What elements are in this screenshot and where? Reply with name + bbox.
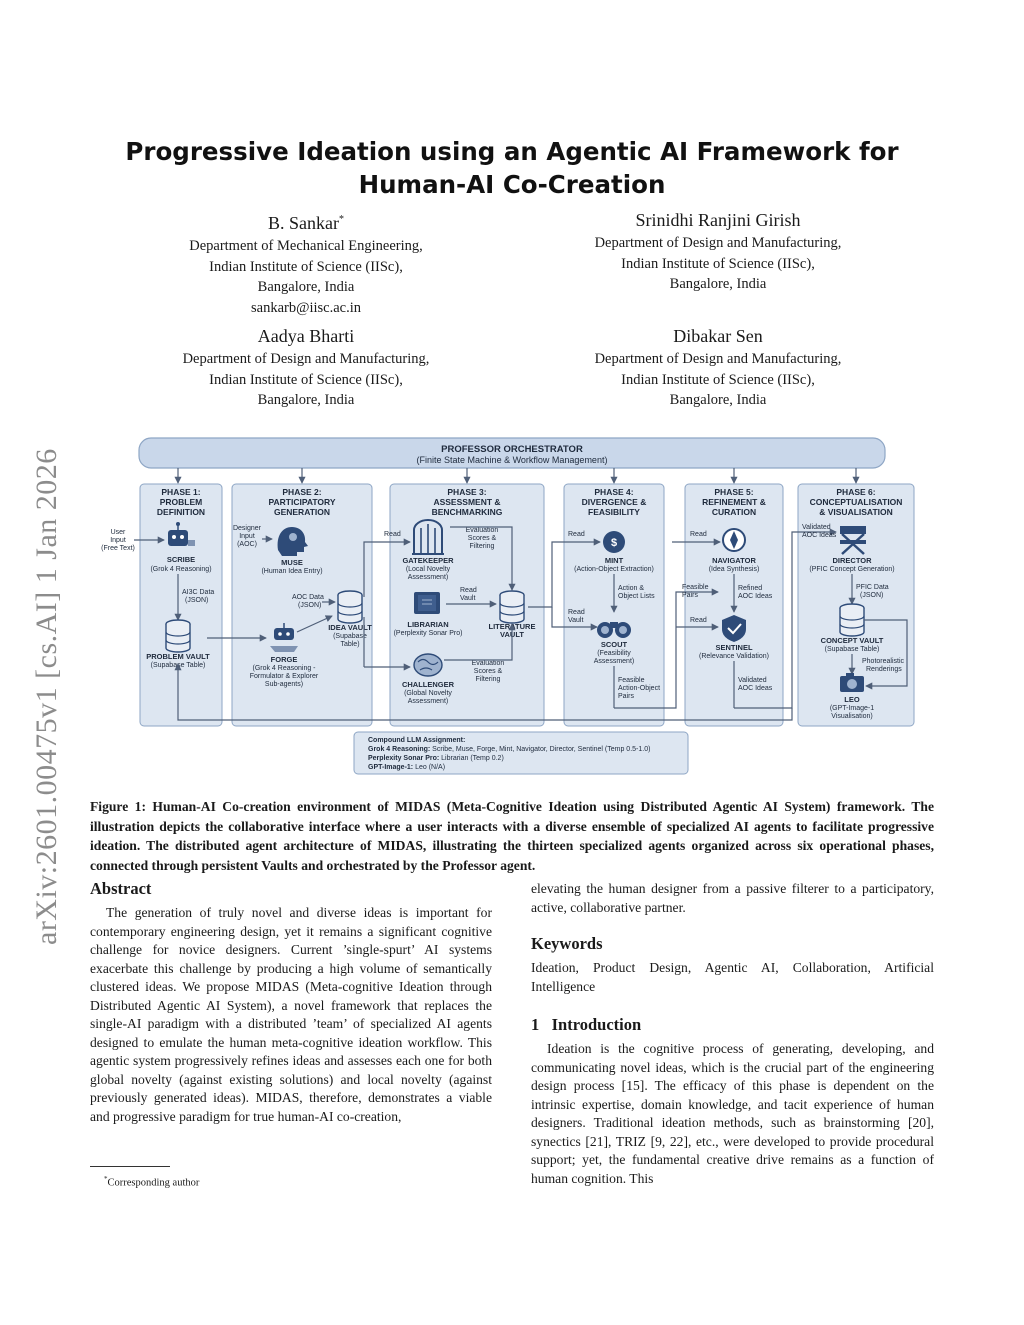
concept-vault-icon: [840, 604, 864, 636]
author-affiliation: Indian Institute of Science (IISc),: [621, 371, 815, 388]
agent-forge-name: FORGE: [270, 655, 298, 664]
footnote-rule: [90, 1166, 170, 1167]
author-name: Srinidhi Ranjini Girish: [635, 210, 801, 230]
svg-text:IDEA VAULT: IDEA VAULT: [328, 623, 372, 632]
svg-text:FEASIBILITY: FEASIBILITY: [588, 507, 640, 517]
svg-text:Grok 4 Reasoning: Scribe, Muse: Grok 4 Reasoning: Scribe, Muse, Forge, Mint, Navigator, Director, Sentinel (Temp 0.5-1.0): [368, 746, 651, 753]
svg-text:(PFIC Concept Generation): (PFIC Concept Generation): [809, 566, 895, 573]
svg-text:(Global Novelty: (Global Novelty: [404, 690, 452, 697]
author-block-3: [126, 324, 486, 411]
idea-vault-icon: [338, 591, 362, 623]
svg-text:AOC Ideas: AOC Ideas: [802, 532, 837, 539]
svg-text:AOC Data: AOC Data: [292, 594, 324, 601]
mint-coin-icon: [603, 531, 625, 553]
svg-text:Scores &: Scores &: [467, 535, 497, 542]
svg-text:PHASE 1:: PHASE 1:: [161, 487, 201, 497]
agent-scribe-name: SCRIBE: [166, 555, 196, 564]
agent-director-name: DIRECTOR: [832, 556, 872, 565]
svg-text:(Idea Synthesis): (Idea Synthesis): [708, 566, 760, 573]
agent-sentinel-name: SENTINEL: [715, 643, 753, 652]
brain-icon: [414, 654, 442, 676]
author-block-1: [126, 208, 486, 318]
svg-text:(GPT-Image-1: (GPT-Image-1: [829, 705, 875, 712]
right-column: [531, 880, 934, 1188]
author-name: B. Sankar*: [268, 213, 344, 233]
agent-navigator-name: NAVIGATOR: [712, 556, 756, 565]
svg-text:Vault: Vault: [568, 617, 584, 624]
svg-text:User: User: [110, 529, 126, 536]
svg-text:LITERATURE: LITERATURE: [488, 622, 536, 631]
phase-1-panel: [140, 484, 222, 726]
svg-text:REFINEMENT &: REFINEMENT &: [702, 497, 766, 507]
author-name: Aadya Bharti: [257, 326, 355, 346]
svg-text:VAULT: VAULT: [500, 630, 524, 639]
svg-text:PHASE 3:: PHASE 3:: [447, 487, 487, 497]
svg-text:BENCHMARKING: BENCHMARKING: [431, 507, 503, 517]
author-affiliation: Bangalore, India: [669, 392, 767, 408]
svg-text:(Supabase Table): (Supabase Table): [824, 646, 880, 653]
author-affiliation: Indian Institute of Science (IISc),: [209, 258, 403, 275]
svg-text:Table): Table): [340, 641, 360, 648]
svg-text:Read: Read: [690, 531, 707, 538]
agent-gatekeeper-name: GATEKEEPER: [402, 556, 454, 565]
svg-text:Object Lists: Object Lists: [618, 593, 655, 600]
svg-text:Assessment): Assessment): [407, 574, 449, 581]
svg-text:Scores &: Scores &: [473, 668, 503, 675]
svg-text:Validated: Validated: [738, 677, 767, 684]
svg-text:GPT-Image-1: Leo (N/A): GPT-Image-1: Leo (N/A): [368, 764, 446, 771]
problem-vault-icon: [166, 620, 190, 652]
svg-text:& VISUALISATION: & VISUALISATION: [819, 507, 893, 517]
svg-text:Evaluation: Evaluation: [471, 660, 505, 667]
author-affiliation: Indian Institute of Science (IISc),: [209, 371, 403, 388]
svg-text:GENERATION: GENERATION: [273, 507, 331, 517]
author-block-4: [538, 324, 898, 411]
svg-text:Pairs: Pairs: [618, 693, 634, 700]
author-affiliation: Department of Mechanical Engineering,: [189, 238, 423, 254]
svg-text:Formulator & Explorer: Formulator & Explorer: [249, 673, 319, 680]
figure-caption: [90, 797, 934, 875]
author-email[interactable]: sankarb@iisc.ac.in: [251, 299, 361, 316]
svg-text:Renderings: Renderings: [866, 666, 902, 673]
svg-text:Visualisation): Visualisation): [831, 713, 873, 720]
author-block-2: [538, 208, 898, 295]
svg-text:Assessment): Assessment): [407, 698, 449, 705]
paper-title: [90, 135, 934, 201]
svg-text:Filtering: Filtering: [475, 676, 501, 683]
author-affiliation: Bangalore, India: [669, 276, 767, 292]
svg-text:Assessment): Assessment): [593, 658, 635, 665]
svg-text:Action &: Action &: [618, 585, 645, 592]
svg-text:(Human Idea Entry): (Human Idea Entry): [261, 568, 323, 575]
svg-text:(Local Novelty: (Local Novelty: [405, 566, 451, 573]
svg-text:Sub-agents): Sub-agents): [264, 681, 304, 688]
svg-text:(Free Text): (Free Text): [101, 545, 135, 552]
abstract-continuation: elevating the human designer from a passive filterer to a participatory, active, collaborative partner.: [531, 881, 934, 915]
svg-text:Input: Input: [110, 537, 126, 544]
svg-text:PHASE 2:: PHASE 2:: [282, 487, 322, 497]
arxiv-identifier: arXiv:2601.00475v1 [cs.AI] 1 Jan 2026: [30, 448, 63, 945]
svg-text:Perplexity Sonar Pro: Libraria: Perplexity Sonar Pro: Librarian (Temp 0.2): [368, 755, 504, 762]
svg-text:Read: Read: [460, 587, 477, 594]
literature-vault-icon: [500, 591, 524, 623]
svg-text:(Supabase Table): (Supabase Table): [150, 662, 206, 669]
author-affiliation: Bangalore, India: [257, 279, 355, 295]
svg-text:(JSON): (JSON): [860, 592, 884, 599]
svg-text:CONCEPTUALISATION: CONCEPTUALISATION: [809, 497, 903, 507]
orchestrator-subtitle: (Finite State Machine & Workflow Management): [416, 455, 608, 465]
agent-muse-name: MUSE: [281, 558, 303, 567]
svg-text:(JSON): (JSON): [185, 597, 209, 604]
svg-text:ASSESSMENT &: ASSESSMENT &: [433, 497, 501, 507]
svg-text:Read: Read: [568, 609, 585, 616]
svg-text:CURATION: CURATION: [711, 507, 757, 517]
svg-text:(Feasibility: (Feasibility: [597, 650, 631, 657]
svg-text:Read: Read: [568, 531, 585, 538]
author-affiliation: Department of Design and Manufacturing,: [182, 351, 430, 367]
caption-text: Human-AI Co-creation environment of MIDAS (Meta-Cognitive Ideation using Distributed Agentic AI System) framework. The illustration depicts the collaborative interface where a user interacts with a diverse ensemble of specialized AI agents to facilitate progressive ideation. The distributed agent architecture of MIDAS, illustrating the thirteen specialized agents organized across six operational phases, connected through persistent Vaults and orchestrated by the Professor agent.: [90, 799, 934, 873]
svg-text:(Relevance Validation): (Relevance Validation): [699, 653, 769, 660]
author-affiliation: Indian Institute of Science (IISc),: [621, 255, 815, 272]
svg-text:Photorealistic: Photorealistic: [862, 658, 905, 665]
agent-scout-name: SCOUT: [600, 640, 628, 649]
orchestrator-title: PROFESSOR ORCHESTRATOR: [441, 444, 583, 455]
svg-text:(Action-Object Extraction): (Action-Object Extraction): [574, 566, 654, 573]
svg-text:(AOC): (AOC): [237, 541, 257, 548]
svg-text:PHASE 6:: PHASE 6:: [836, 487, 876, 497]
svg-text:Compound LLM Assignment:: Compound LLM Assignment:: [368, 737, 466, 744]
book-icon: [414, 592, 440, 614]
svg-text:PROBLEM: PROBLEM: [159, 497, 203, 507]
left-column: [90, 878, 492, 1126]
svg-text:AOC Ideas: AOC Ideas: [738, 685, 773, 692]
svg-text:Vault: Vault: [460, 595, 476, 602]
author-name: Dibakar Sen: [673, 326, 763, 346]
svg-text:Evaluation: Evaluation: [465, 527, 499, 534]
svg-text:AI3C Data: AI3C Data: [182, 589, 215, 596]
figure-1-diagram: [92, 432, 937, 780]
abstract-heading: Abstract: [90, 879, 152, 898]
svg-text:Refined: Refined: [738, 585, 763, 592]
svg-text:(Grok 4 Reasoning -: (Grok 4 Reasoning -: [252, 665, 316, 672]
orchestrator-arrows: [178, 468, 856, 483]
keywords-heading: Keywords: [531, 934, 603, 953]
caption-label: Figure 1:: [90, 799, 146, 814]
svg-text:PARTICIPATORY: PARTICIPATORY: [268, 497, 336, 507]
svg-text:(Supabase: (Supabase: [333, 633, 367, 640]
introduction-text: Ideation is the cognitive process of generating, developing, and communicating novel ideas, which is the crucial part of the engineering design process [15]. The efficacy of this phase is dependent on the intrinsic expertise, domain knowledge, and tacit experience of human designers. Traditional ideation methods, such as brainstorming [20], synectics [21], TRIZ [9, 22], etc., were developed to provide procedural support; yet, the fundamental creative drive remains as a function of human cognition. This: [531, 1041, 934, 1186]
author-affiliation: Department of Design and Manufacturing,: [594, 351, 842, 367]
author-affiliation: Bangalore, India: [257, 392, 355, 408]
svg-text:DEFINITION: DEFINITION: [156, 507, 206, 517]
svg-text:DIVERGENCE &: DIVERGENCE &: [581, 497, 647, 507]
agent-leo-name: LEO: [844, 695, 860, 704]
svg-text:PHASE 5:: PHASE 5:: [714, 487, 754, 497]
svg-text:(Grok 4 Reasoning): (Grok 4 Reasoning): [150, 566, 212, 573]
svg-text:Action-Object: Action-Object: [618, 685, 661, 692]
agent-librarian-name: LIBRARIAN: [407, 620, 449, 629]
svg-text:Feasible: Feasible: [618, 677, 645, 684]
agent-mint-name: MINT: [604, 556, 624, 565]
svg-text:AOC Ideas: AOC Ideas: [738, 593, 773, 600]
agent-challenger-name: CHALLENGER: [401, 680, 455, 689]
svg-text:Read: Read: [384, 531, 401, 538]
abstract-text: The generation of truly novel and diverse ideas is important for contemporary engineering design, yet it remains a significant cognitive challenge for novice designers. Current ’single-spurt’ AI systems exacerbate this challenge by producing a high volume of semantically clustered ideas. We propose MIDAS (Meta-cognitive Ideation through Distributed Agentic AI System), a novel framework that replaces the single-AI paradigm with a distributed ’team’ of specialized AI agents designed to emulate the human meta-cognitive ideation workflow. This agentic system progressively refines ideas and assesses each one for both global novelty (against existing solutions) and local novelty (against previously generated ideas). MIDAS, therefore, demonstrates a viable and progressive paradigm for true human-AI co-creation,: [90, 905, 492, 1124]
svg-text:PFIC Data: PFIC Data: [856, 584, 889, 591]
title-line-1: Progressive Ideation using an Agentic AI Framework for: [125, 137, 899, 166]
svg-text:CONCEPT VAULT: CONCEPT VAULT: [820, 636, 884, 645]
svg-text:Filtering: Filtering: [469, 543, 495, 550]
svg-text:PROBLEM VAULT: PROBLEM VAULT: [146, 652, 210, 661]
compass-icon: [723, 529, 745, 551]
svg-text:Read: Read: [690, 617, 707, 624]
svg-text:$: $: [610, 537, 618, 549]
llm-assignment-legend: [354, 732, 688, 774]
title-line-2: Human-AI Co-Creation: [358, 170, 666, 199]
svg-text:Validated: Validated: [802, 524, 831, 531]
svg-text:Designer: Designer: [232, 525, 262, 532]
svg-text:Feasible: Feasible: [682, 584, 709, 591]
keywords-text: Ideation, Product Design, Agentic AI, Collaboration, Artificial Intelligence: [531, 960, 934, 994]
introduction-heading: 1 Introduction: [531, 1015, 642, 1034]
author-affiliation: Department of Design and Manufacturing,: [594, 235, 842, 251]
footnote: *Corresponding author: [104, 1175, 200, 1189]
svg-text:(Perplexity Sonar Pro): (Perplexity Sonar Pro): [393, 630, 463, 637]
svg-text:Input: Input: [239, 533, 255, 540]
svg-text:PHASE 4:: PHASE 4:: [594, 487, 634, 497]
svg-text:Pairs: Pairs: [682, 592, 698, 599]
svg-text:(JSON): (JSON): [298, 602, 322, 609]
